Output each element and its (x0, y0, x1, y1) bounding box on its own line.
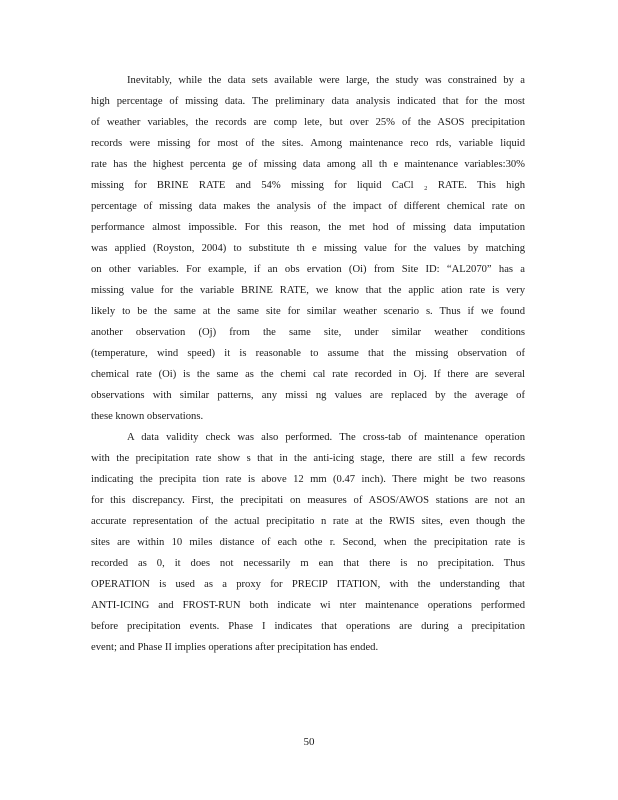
text-line: Inevitably, while the data sets available were large, the study was constrained by a (127, 75, 525, 86)
text-line: chemical rate (Oi) is the same as the chemi cal rate recorded in Oj. If there are several (91, 369, 525, 380)
paragraph-2 (91, 427, 525, 658)
text-line: recorded as 0, it does not necessarily m ean that there is no precipitation. Thus (91, 558, 525, 569)
text-line: of weather variables, the records are comp lete, but over 25% of the ASOS precipitation (91, 117, 525, 128)
text-line: high percentage of missing data. The preliminary data analysis indicated that for the most (91, 96, 525, 107)
text-line: for this discrepancy. First, the precipitati on measures of ASOS/AWOS stations are not an (91, 495, 525, 506)
text-line: indicating the precipita tion rate is above 12 mm (0.47 inch). There might be two reasons (91, 474, 525, 485)
text-line: before precipitation events. Phase I indicates that operations are during a precipitation (91, 621, 525, 632)
text-line: rate has the highest percenta ge of missing data among all th e maintenance variables:30% (91, 159, 525, 170)
text-line: event; and Phase II implies operations after precipitation has ended. (91, 642, 379, 653)
text-line: likely to be the same at the same site for similar weather scenario s. Thus if we found (91, 306, 525, 317)
text-line: observations with similar patterns, any missi ng values are replaced by the average of (91, 390, 525, 401)
text-line: with the precipitation rate show s that in the anti-icing stage, there are still a few records (91, 453, 525, 464)
paragraph-1 (91, 70, 525, 427)
text-line: A data validity check was also performed. The cross-tab of maintenance operation (127, 432, 525, 443)
text-line: percentage of missing data makes the analysis of the impact of different chemical rate on (91, 201, 525, 212)
text-line: missing value for the variable BRINE RATE, we know that the applic ation rate is very (91, 285, 525, 296)
text-line: performance almost impossible. For this reason, the met hod of missing data imputation (91, 222, 525, 233)
text-line: another observation (Oj) from the same site, under similar weather conditions (91, 327, 525, 338)
text-line: records were missing for most of the sites. Among maintenance reco rds, variable liquid (91, 138, 525, 149)
body-text (91, 70, 525, 658)
text-line: these known observations. (91, 411, 204, 422)
text-line: sites are within 10 miles distance of each othe r. Second, when the precipitation rate is (91, 537, 525, 548)
text-line: (temperature, wind speed) it is reasonable to assume that the missing observation of (91, 348, 525, 359)
text-line: ANTI-ICING and FROST-RUN both indicate wi nter maintenance operations performed (91, 600, 525, 611)
page-number: 50 (303, 736, 315, 748)
text-line: on other variables. For example, if an obs ervation (Oi) from Site ID: “AL2070” has a (91, 264, 525, 275)
text-line: OPERATION is used as a proxy for PRECIP ITATION, with the understanding that (91, 579, 525, 590)
text-line: was applied (Royston, 2004) to substitute th e missing value for the values by matching (91, 243, 525, 254)
text-line: missing for BRINE RATE and 54% missing for liquid CaCl ₂ RATE. This high (91, 180, 525, 191)
text-line: accurate representation of the actual precipitatio n rate at the RWIS sites, even though the (91, 516, 525, 527)
